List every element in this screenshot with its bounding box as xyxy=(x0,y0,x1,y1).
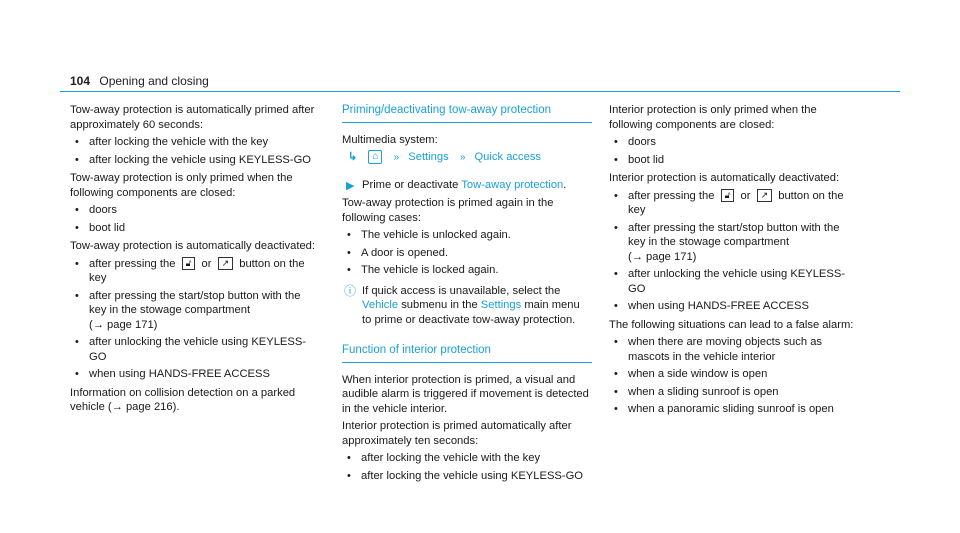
list-item: • boot lid xyxy=(70,221,320,236)
list-item: • after unlocking the vehicle using KEYLESS-GO xyxy=(609,267,859,296)
paragraph: Tow-away protection is automatically deactivated: xyxy=(70,240,315,252)
home-icon: ⌂ xyxy=(368,150,382,164)
list-item: • The vehicle is unlocked again. xyxy=(342,228,592,243)
list-item: • after locking the vehicle using KEYLESS-GO xyxy=(342,469,592,484)
menu-item-settings: Settings xyxy=(480,299,522,311)
page-reference: (→ page 171) xyxy=(628,250,697,263)
paragraph: The following situations can lead to a false alarm: xyxy=(609,318,854,331)
text: after pressing the xyxy=(628,189,715,202)
text: . xyxy=(563,178,567,191)
list-item: • when a side window is open xyxy=(609,367,859,382)
header-rule xyxy=(60,91,900,92)
paragraph: Tow-away protection is only primed when the following components are closed: xyxy=(70,172,293,199)
section-heading: Priming/deactivating tow-away protection xyxy=(342,103,592,123)
text: or xyxy=(740,189,751,202)
menu-item-vehicle: Vehicle xyxy=(362,299,399,311)
info-note xyxy=(342,284,592,328)
paragraph: Multimedia system: xyxy=(342,133,438,146)
text: after pressing the start/stop button with the key in the stowage compartment xyxy=(89,289,301,316)
chevron-right-icon: » xyxy=(393,152,400,163)
bullet-list xyxy=(342,228,592,278)
boot-lid-key-icon: ↗ xyxy=(757,189,773,202)
action-triangle-icon: ▶ xyxy=(346,179,355,192)
menu-item-tow-away-protection: Tow-away protection xyxy=(461,178,564,191)
list-item: • when using HANDS-FREE ACCESS xyxy=(609,299,859,314)
page-number: 104 xyxy=(70,74,91,88)
list-item: • when there are moving objects such as mascots in the vehicle interior xyxy=(609,335,859,364)
menu-item-quick-access: Quick access xyxy=(474,151,542,163)
text: Prime or deactivate xyxy=(362,178,459,191)
paragraph: Interior protection is automatically deactivated: xyxy=(609,172,840,184)
bullet-list xyxy=(70,257,320,382)
list-item: • doors xyxy=(609,135,859,150)
list-item xyxy=(70,289,320,333)
text: main menu to prime or deactivate tow-away protection. xyxy=(362,299,580,326)
path-arrow-icon: ↳ xyxy=(348,151,358,163)
paragraph: Interior protection is primed automatically after approximately ten seconds: xyxy=(342,420,572,447)
page-section-title: Opening and closing xyxy=(99,74,209,88)
boot-lid-key-icon: ↗ xyxy=(218,257,234,270)
list-item: • boot lid xyxy=(609,153,859,168)
text: submenu in the xyxy=(401,299,478,311)
text: button on the key xyxy=(89,257,305,284)
list-item: • The vehicle is locked again. xyxy=(342,263,592,278)
bullet-list xyxy=(609,335,859,417)
list-item: • when a sliding sunroof is open xyxy=(609,385,859,400)
list-item: • when using HANDS-FREE ACCESS xyxy=(70,367,320,382)
text: or xyxy=(201,257,212,270)
bullet-list xyxy=(70,135,320,167)
list-item: • when a panoramic sliding sunroof is open xyxy=(609,402,859,417)
paragraph: Tow-away protection is primed again in the following cases: xyxy=(342,197,554,224)
text: button on the key xyxy=(628,189,844,216)
column-right xyxy=(609,103,859,421)
list-item: • A door is opened. xyxy=(342,246,592,261)
page-header xyxy=(70,74,209,88)
unlock-key-icon: 🔓︎ xyxy=(721,189,735,202)
text: after pressing the xyxy=(89,257,176,270)
bullet-list xyxy=(342,451,592,483)
info-icon: ⓘ xyxy=(344,283,357,298)
paragraph: When interior protection is primed, a visual and audible alarm is triggered if movement is detected in the vehicle interior. xyxy=(342,373,589,415)
list-item xyxy=(609,221,859,265)
action-step xyxy=(342,178,592,193)
column-left xyxy=(70,103,320,418)
list-item xyxy=(70,257,320,286)
list-item: • after unlocking the vehicle using KEYLESS-GO xyxy=(70,335,320,364)
paragraph: Interior protection is only primed when the following components are closed: xyxy=(609,104,817,131)
chevron-right-icon: » xyxy=(459,152,466,163)
unlock-key-icon: 🔓︎ xyxy=(182,257,196,270)
list-item: • after locking the vehicle using KEYLESS-GO xyxy=(70,153,320,168)
list-item: • after locking the vehicle with the key xyxy=(342,451,592,466)
list-item: • after locking the vehicle with the key xyxy=(70,135,320,150)
page-reference: (→ page 171) xyxy=(89,318,158,331)
list-item: • doors xyxy=(70,203,320,218)
text: If quick access is unavailable, select the xyxy=(362,284,561,297)
paragraph: Tow-away protection is automatically primed after approximately 60 seconds: xyxy=(70,104,315,131)
list-item xyxy=(609,189,859,218)
bullet-list xyxy=(609,189,859,314)
bullet-list xyxy=(609,135,859,167)
bullet-list xyxy=(70,203,320,235)
section-heading: Function of interior protection xyxy=(342,343,592,363)
menu-item-settings: Settings xyxy=(408,151,449,163)
text: after pressing the start/stop button with the key in the stowage compartment xyxy=(628,221,840,248)
column-middle xyxy=(342,103,592,487)
paragraph: Information on collision detection on a parked vehicle (→ page 216). xyxy=(70,386,296,413)
menu-path xyxy=(348,150,592,166)
